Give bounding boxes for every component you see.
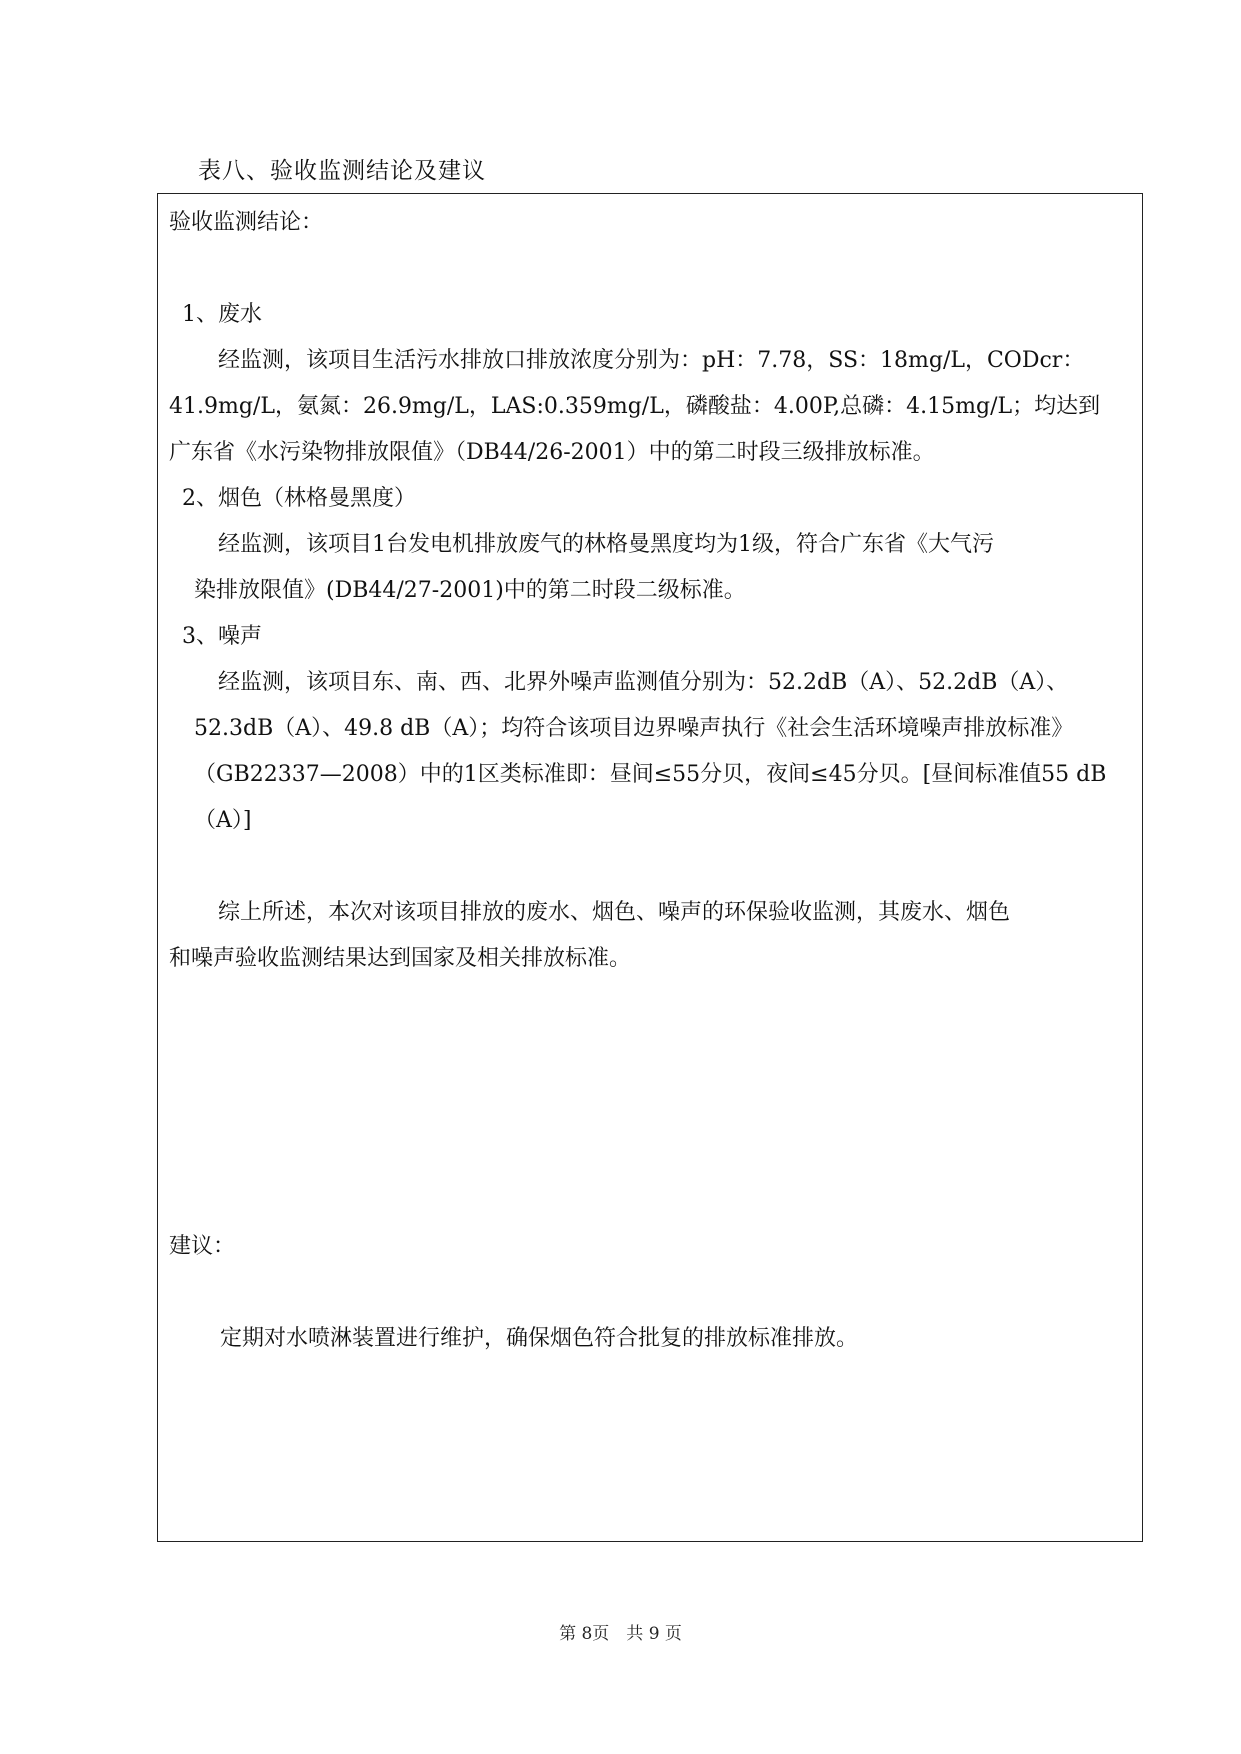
smoke-line-2: 染排放限值》(DB44/27-2001)中的第二时段二级标准。 — [194, 578, 746, 603]
smoke-line-1: 经监测，该项目1台发电机排放废气的林格曼黑度均为1级，符合广东省《大气污 — [218, 532, 994, 557]
noise-line-4: （A）] — [194, 808, 252, 833]
suggestion-text: 定期对水喷淋装置进行维护，确保烟色符合批复的排放标准排放。 — [220, 1326, 859, 1351]
wastewater-line-1: 经监测，该项目生活污水排放口排放浓度分别为：pH：7.78，SS：18mg/L，CODcr： — [218, 348, 1085, 373]
noise-line-3: （GB22337—2008）中的1区类标准即：昼间≤55分贝，夜间≤45分贝。[昼间标准值55 dB — [194, 762, 1107, 787]
section-heading-noise: 3、噪声 — [182, 624, 262, 649]
wastewater-line-3: 广东省《水污染物排放限值》（DB44/26-2001）中的第二时段三级排放标准。 — [169, 440, 935, 465]
summary-line-2: 和噪声验收监测结果达到国家及相关排放标准。 — [169, 946, 632, 971]
suggestion-heading: 建议： — [169, 1234, 236, 1259]
page-footer: 第 8页 共 9 页 — [559, 1624, 682, 1644]
section-heading-smoke: 2、烟色（林格曼黑度） — [182, 486, 416, 511]
noise-line-2: 52.3dB（A）、49.8 dB（A）；均符合该项目边界噪声执行《社会生活环境噪声排放标准》 — [194, 716, 1074, 741]
section-heading-wastewater: 1、废水 — [182, 302, 262, 327]
summary-line-1: 综上所述，本次对该项目排放的废水、烟色、噪声的环保验收监测，其废水、烟色 — [218, 900, 1011, 925]
conclusion-heading: 验收监测结论： — [169, 210, 324, 235]
page-title: 表八、验收监测结论及建议 — [198, 158, 486, 184]
noise-line-1: 经监测，该项目东、南、西、北界外噪声监测值分别为：52.2dB（A）、52.2dB（A）、 — [218, 670, 1069, 695]
wastewater-line-2: 41.9mg/L，氨氮：26.9mg/L，LAS:0.359mg/L，磷酸盐：4.00P,总磷：4.15mg/L；均达到 — [169, 394, 1101, 419]
